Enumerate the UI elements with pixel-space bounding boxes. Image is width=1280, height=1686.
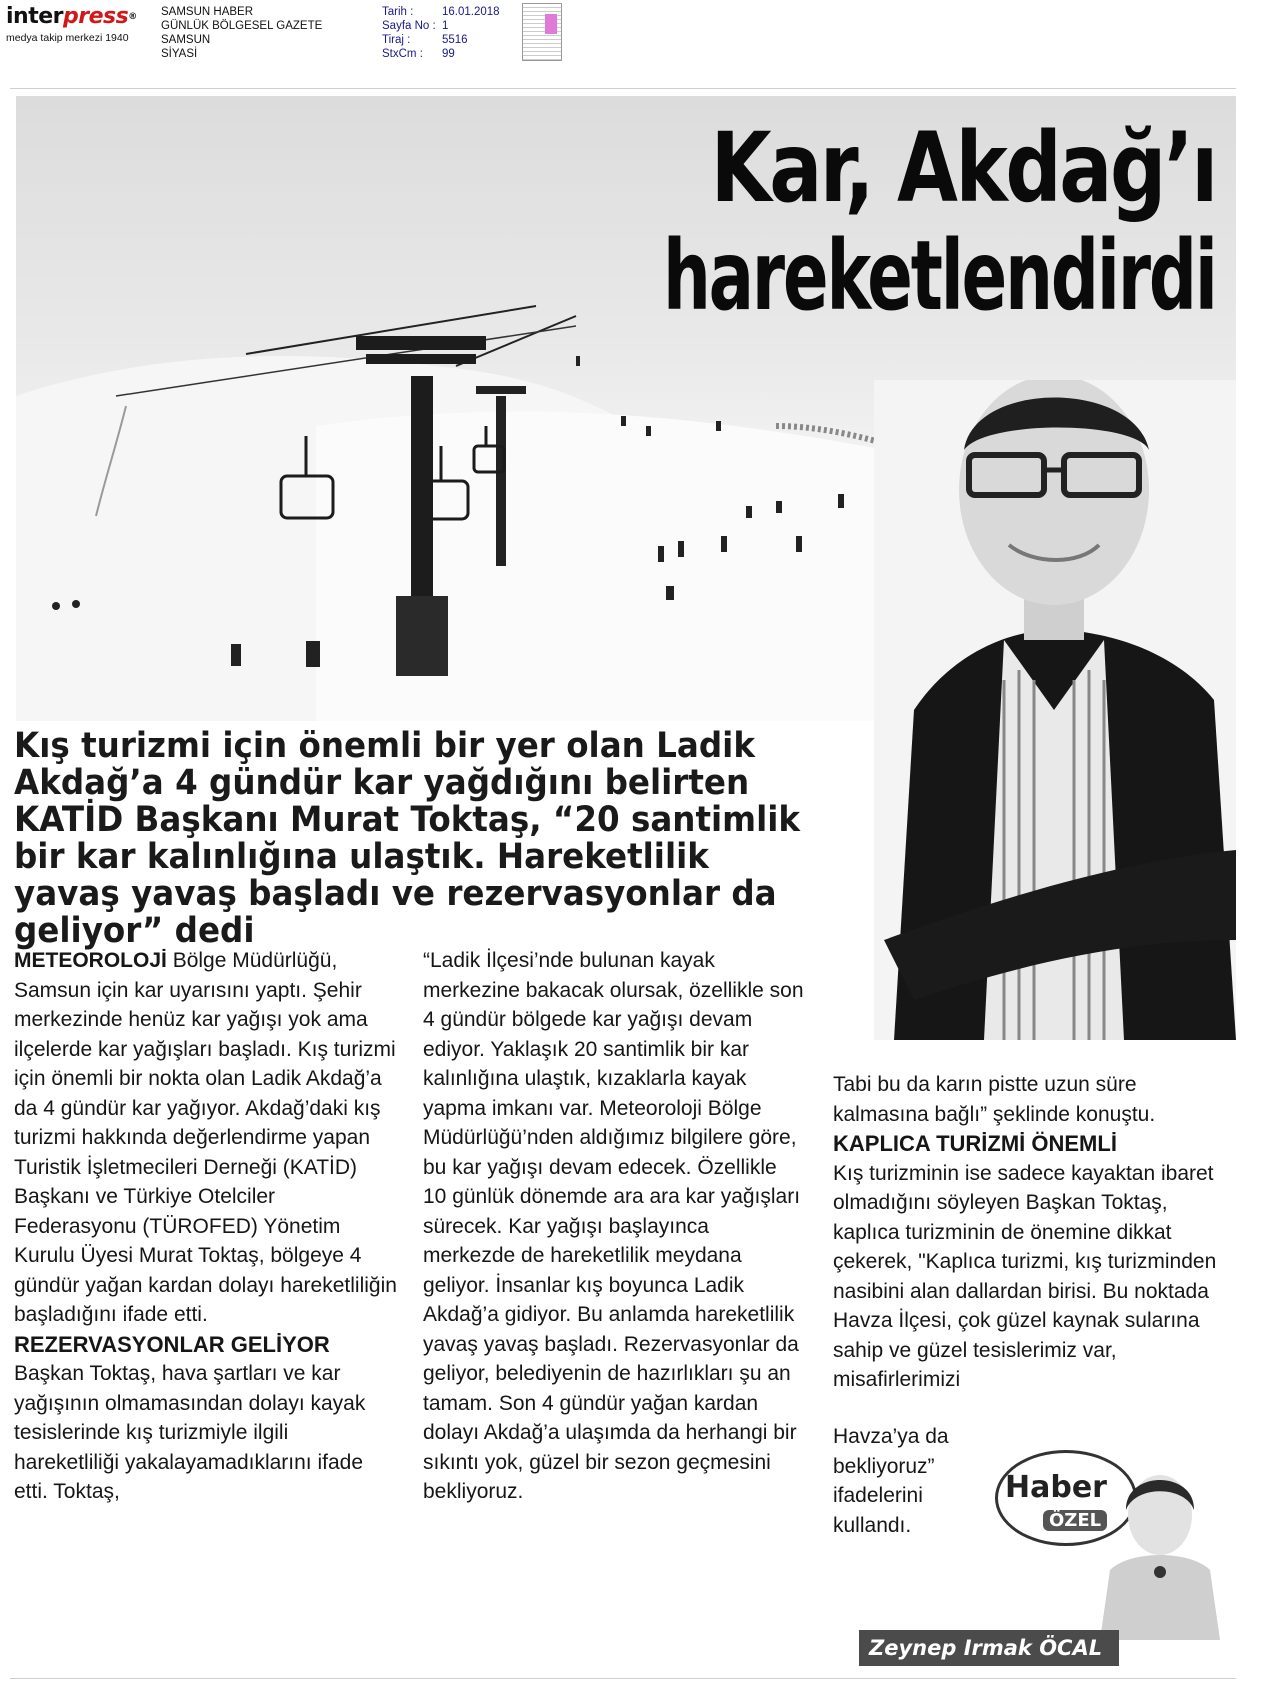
logo-wordmark: [6, 6, 148, 28]
reporter-photo: [1100, 1460, 1220, 1640]
headline: [426, 114, 1216, 330]
meta-date: [382, 5, 500, 19]
column-3: [833, 1070, 1228, 1395]
top-divider: [10, 88, 1236, 89]
meta-value: 99: [442, 48, 455, 60]
logo-registered: ®: [128, 12, 137, 22]
source-city: SAMSUN: [161, 34, 211, 46]
subheading-spa-tourism: KAPLICA TURİZMİ ÖNEMLİ: [833, 1131, 1117, 1156]
bottom-divider: [10, 1678, 1236, 1679]
page-thumbnail[interactable]: [522, 3, 562, 61]
meta-key: Tiraj :: [382, 34, 411, 46]
meta-circulation: [382, 33, 500, 47]
portrait-photo: [874, 380, 1236, 1040]
paragraph-quote: “Ladik İlçesi’nde bulunan kayak merkezine bakacak olursak, özellikle son 4 gündür bölgede kar yağışı devam ediyor. Yaklaşık 20 santimlik bir kar kalınlığına ulaştık, kızaklarla kayak yapma imkanı var. Meteoroloji Bölge Müdürlüğü’nden aldığımız bilgilere göre, bu kar yağışı devam edecek. Özellikle 10 günlük dönemde ara ara kar yağışları sürecek. Kar yağışı başlayınca merkezde de hareketlilik meydana geliyor. İnsanlar kış boyunca Ladik Akdağ’a gidiyor. Bu anlamda hareketlilik yavaş yavaş başladı. Rezervasyonlar da geliyor, belediyenin de hazırlıkları şu an tamam. Son 4 gündür yağan kardan dolayı Akdağ’a ulaşımda da herhangi bir sıkıntı yok, güzel bir sezon geçmesini bekliyoruz.: [423, 949, 804, 1503]
paragraph-1: [14, 946, 398, 1330]
paragraph-text: Bölge Müdürlüğü, Samsun için kar uyarısını yaptı. Şehir merkezinde henüz kar yağışı yok ama ilçelerde kar yağışları başladı. Kış turizmi için önemli bir nokta olan Ladik Akdağ’a da 4 gündür kar yağıyor. Akdağ’daki kış turizmi hakkında değerlendirme yapan Turistik İşletmecileri Derneği (KATİD) Başkanı ve Türkiye Otelciler Federasyonu (TÜROFED) Yönetim Kurulu Üyesi Murat Toktaş, bölgeye 4 gündür yağan kardan dolayı hareketliliğin başladığını ifade etti.: [14, 949, 397, 1326]
clipping-meta: [382, 5, 500, 61]
meta-value: 5516: [442, 34, 468, 46]
paragraph-3: Tabi bu da karın pistte uzun süre kalmasına bağlı” şeklinde konuştu.: [833, 1073, 1156, 1126]
column-2: [423, 946, 805, 1507]
source-info: [161, 5, 322, 61]
headline-line-2: hareketlendirdi: [663, 220, 1216, 332]
reporter-name: Zeynep Irmak ÖCAL: [859, 1630, 1119, 1666]
paragraph-4: Kış turizminin ise sadece kayaktan ibaret olmadığını söyleyen Başkan Toktaş, kaplıca turizminin de önemine dikkat çekerek, "Kaplıca turizmi, kış turizminden nasibini alan dallardan birisi. Bu noktada Havza İlçesi, çok güzel kaynak sularına sahip ve güzel tesislerimiz var, misafirlerimizi: [833, 1161, 1217, 1391]
logo-press: press: [63, 4, 129, 29]
interpress-logo: [6, 6, 148, 44]
reporter-badge: [845, 1440, 1237, 1672]
article-lead: Kış turizmi için önemli bir yer olan Ladik Akdağ’a 4 gündür kar yağdığını belirten KATİD Başkanı Murat Toktaş, “20 santimlik bir kar kalınlığına ulaştık. Hareketlilik yavaş yavaş başladı ve rezervasyonlar da geliyor” dedi: [14, 726, 801, 951]
source-paper: SAMSUN HABER: [161, 6, 254, 18]
meta-key: Sayfa No :: [382, 20, 436, 32]
source-category: SİYASİ: [161, 48, 198, 60]
meta-value: 16.01.2018: [442, 6, 500, 18]
logo-inter: inter: [6, 4, 63, 29]
meta-key: Tarih :: [382, 6, 414, 18]
column-1: [14, 946, 398, 1507]
meta-stxcm: [382, 47, 500, 61]
badge-haber-text: Haber: [1005, 1470, 1107, 1505]
headline-line-1: Kar, Akdağ’ı: [710, 112, 1216, 224]
paragraph-2: Başkan Toktaş, hava şartları ve kar yağışının olmamasından dolayı kayak tesislerinde kış turizmiyle ilgili hareketliliği yakalayamadıklarını ifade etti. Toktaş,: [14, 1362, 366, 1503]
meta-value: 1: [442, 20, 449, 32]
clipping-header: [0, 0, 1280, 70]
logo-subtitle: medya takip merkezi 1940: [6, 32, 129, 44]
source-type: GÜNLÜK BÖLGESEL GAZETE: [161, 20, 323, 32]
badge-ozel-text: ÖZEL: [1043, 1510, 1107, 1531]
portrait-drawing: [874, 380, 1236, 1040]
paragraph-5: Havza’ya da bekliyoruz” ifadelerini kullandı.: [833, 1425, 949, 1537]
meta-key: StxCm :: [382, 48, 423, 60]
lead-word: METEOROLOJİ: [14, 949, 167, 972]
subheading-reservations: REZERVASYONLAR GELİYOR: [14, 1331, 330, 1357]
meta-page: [382, 19, 500, 33]
